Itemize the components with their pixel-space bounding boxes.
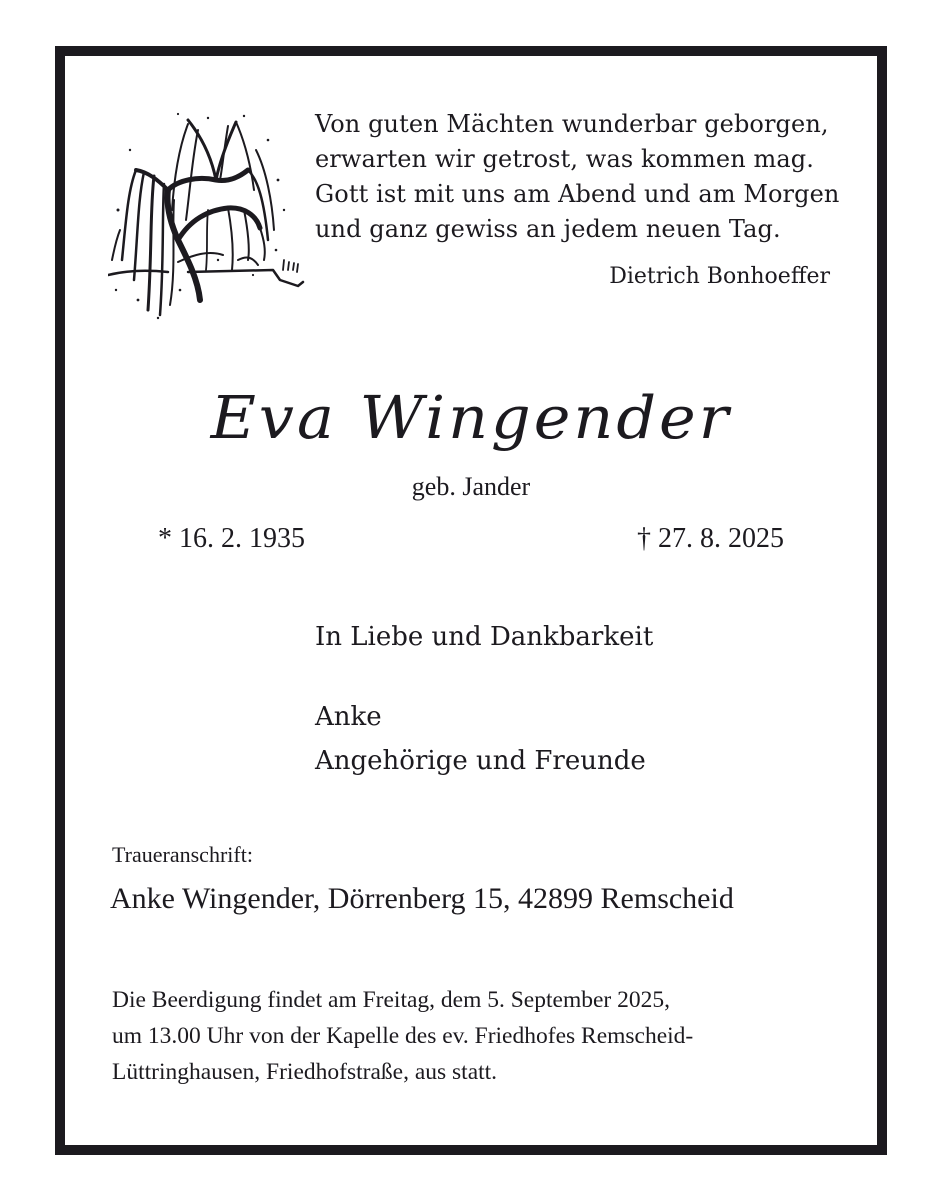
poem-line: Von guten Mächten wunderbar geborgen, bbox=[315, 110, 829, 138]
mourners-list bbox=[315, 695, 646, 783]
dedication: In Liebe und Dankbarkeit bbox=[315, 622, 654, 652]
condolence-address: Anke Wingender, Dörrenberg 15, 42899 Remscheid bbox=[110, 882, 734, 915]
poem bbox=[315, 107, 839, 247]
poem-line: erwarten wir getrost, was kommen mag. bbox=[315, 145, 814, 173]
maiden-name: geb. Jander bbox=[411, 472, 531, 501]
weeping-willow-tree-icon bbox=[108, 110, 308, 322]
poem-author: Dietrich Bonhoeffer bbox=[609, 264, 830, 289]
birth-date: * 16. 2. 1935 bbox=[158, 523, 305, 554]
mourner-name: Angehörige und Freunde bbox=[315, 746, 646, 776]
death-date: † 27. 8. 2025 bbox=[637, 523, 784, 554]
condolence-address-label: Traueranschrift: bbox=[112, 842, 253, 867]
poem-line: und ganz gewiss an jedem neuen Tag. bbox=[315, 215, 781, 243]
funeral-line: um 13.00 Uhr von der Kapelle des ev. Friedhofes Remscheid- bbox=[112, 1023, 694, 1049]
funeral-line: Die Beerdigung findet am Freitag, dem 5. September 2025, bbox=[112, 987, 670, 1013]
deceased-name: Eva Wingender bbox=[210, 382, 732, 453]
mourner-name: Anke bbox=[315, 702, 382, 732]
funeral-line: Lüttringhausen, Friedhofstraße, aus statt. bbox=[112, 1059, 498, 1085]
funeral-notice bbox=[112, 982, 693, 1090]
poem-line: Gott ist mit uns am Abend und am Morgen bbox=[315, 180, 840, 208]
